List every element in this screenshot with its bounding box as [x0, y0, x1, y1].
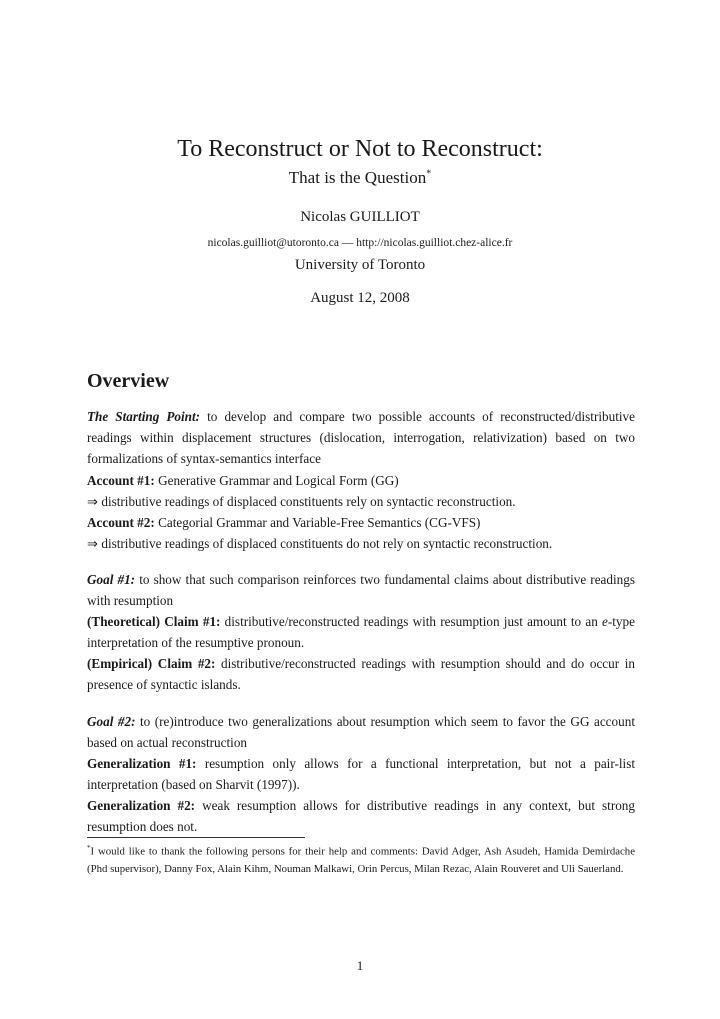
claim-1-text-a: distributive/reconstructed readings with resumption just amount to an	[220, 614, 603, 629]
account-2-text: Categorial Grammar and Variable-Free Semantics (CG-VFS)	[154, 515, 481, 530]
claim-2-label: (Empirical) Claim #2:	[87, 656, 216, 671]
account-1-result: ⇒ distributive readings of displaced constituents rely on syntactic reconstruction.	[87, 494, 516, 509]
author-affiliation: University of Toronto	[294, 257, 426, 273]
goal-1-label: Goal #1:	[87, 572, 136, 587]
generalization-2-text: weak resumption allows for distributive readings in any context, but strong resumption does not.	[87, 798, 635, 834]
goal-1-text: to show that such comparison reinforces two fundamental claims about distributive readings with resumption	[87, 572, 635, 608]
footnote-text: I would like to thank the following persons for their help and comments: David Adger, Ash Asudeh, Hamida Demirdache (Phd supervisor), Danny Fox, Alain Kihm, Nouman Malkawi, Orin Percus, Milan Rezac, Alain Rouveret and Uli Sauerland.	[87, 845, 635, 875]
paper-title: To Reconstruct or Not to Reconstruct:	[177, 136, 543, 162]
claim-1-text-b: -type interpretation of the resumptive pronoun.	[87, 614, 635, 650]
goal-2-label: Goal #2:	[87, 714, 136, 729]
goal-2-paragraph	[87, 711, 635, 753]
generalization-2-label: Generalization #2:	[87, 798, 196, 813]
author-name: Nicolas GUILLIOT	[300, 209, 420, 225]
claim-2-text: distributive/reconstructed readings with resumption should and do occur in presence of syntactic islands.	[87, 656, 635, 692]
page-number: 1	[356, 958, 364, 973]
account-1-label: Account #1:	[87, 473, 155, 488]
footnote-mark: *	[426, 168, 432, 180]
starting-point-label: The Starting Point:	[87, 409, 201, 424]
generalization-1-paragraph	[87, 753, 635, 795]
paper-subtitle	[0, 168, 720, 188]
claim-2-paragraph	[87, 653, 635, 695]
paper-date: August 12, 2008	[310, 290, 410, 306]
footnote-divider	[87, 837, 305, 838]
section-heading: Overview	[87, 370, 170, 392]
account-1-text: Generative Grammar and Logical Form (GG)	[154, 473, 399, 488]
author-contact: nicolas.guilliot@utoronto.ca — http://nicolas.guilliot.chez-alice.fr	[207, 237, 513, 249]
generalization-1-label: Generalization #1:	[87, 756, 197, 771]
claim-1-paragraph	[87, 611, 635, 653]
generalization-1-text: resumption only allows for a functional interpretation, but not a pair-list interpretation (based on Sharvit (1997)).	[87, 756, 635, 792]
account-1-paragraph	[87, 470, 635, 512]
goal-2-text: to (re)introduce two generalizations about resumption which seem to favor the GG account based on actual reconstruction	[87, 714, 635, 750]
account-2-result: ⇒ distributive readings of displaced constituents do not rely on syntactic reconstruction.	[87, 536, 553, 551]
claim-1-e: e	[602, 614, 608, 629]
account-2-label: Account #2:	[87, 515, 155, 530]
subtitle-text: That is the Question	[288, 168, 427, 187]
claim-1-label: (Theoretical) Claim #1:	[87, 614, 221, 629]
footnote	[87, 840, 635, 878]
starting-point-text: to develop and compare two possible accounts of reconstructed/distributive readings within displacement structures (dislocation, interrogation, relativization) based on two formalizations of syntax-semantics interface	[87, 409, 635, 466]
generalization-2-paragraph	[87, 795, 635, 837]
account-2-paragraph	[87, 512, 635, 554]
footnote-mark-bottom: *	[87, 844, 91, 852]
starting-point-paragraph	[87, 406, 635, 469]
goal-1-paragraph	[87, 569, 635, 611]
